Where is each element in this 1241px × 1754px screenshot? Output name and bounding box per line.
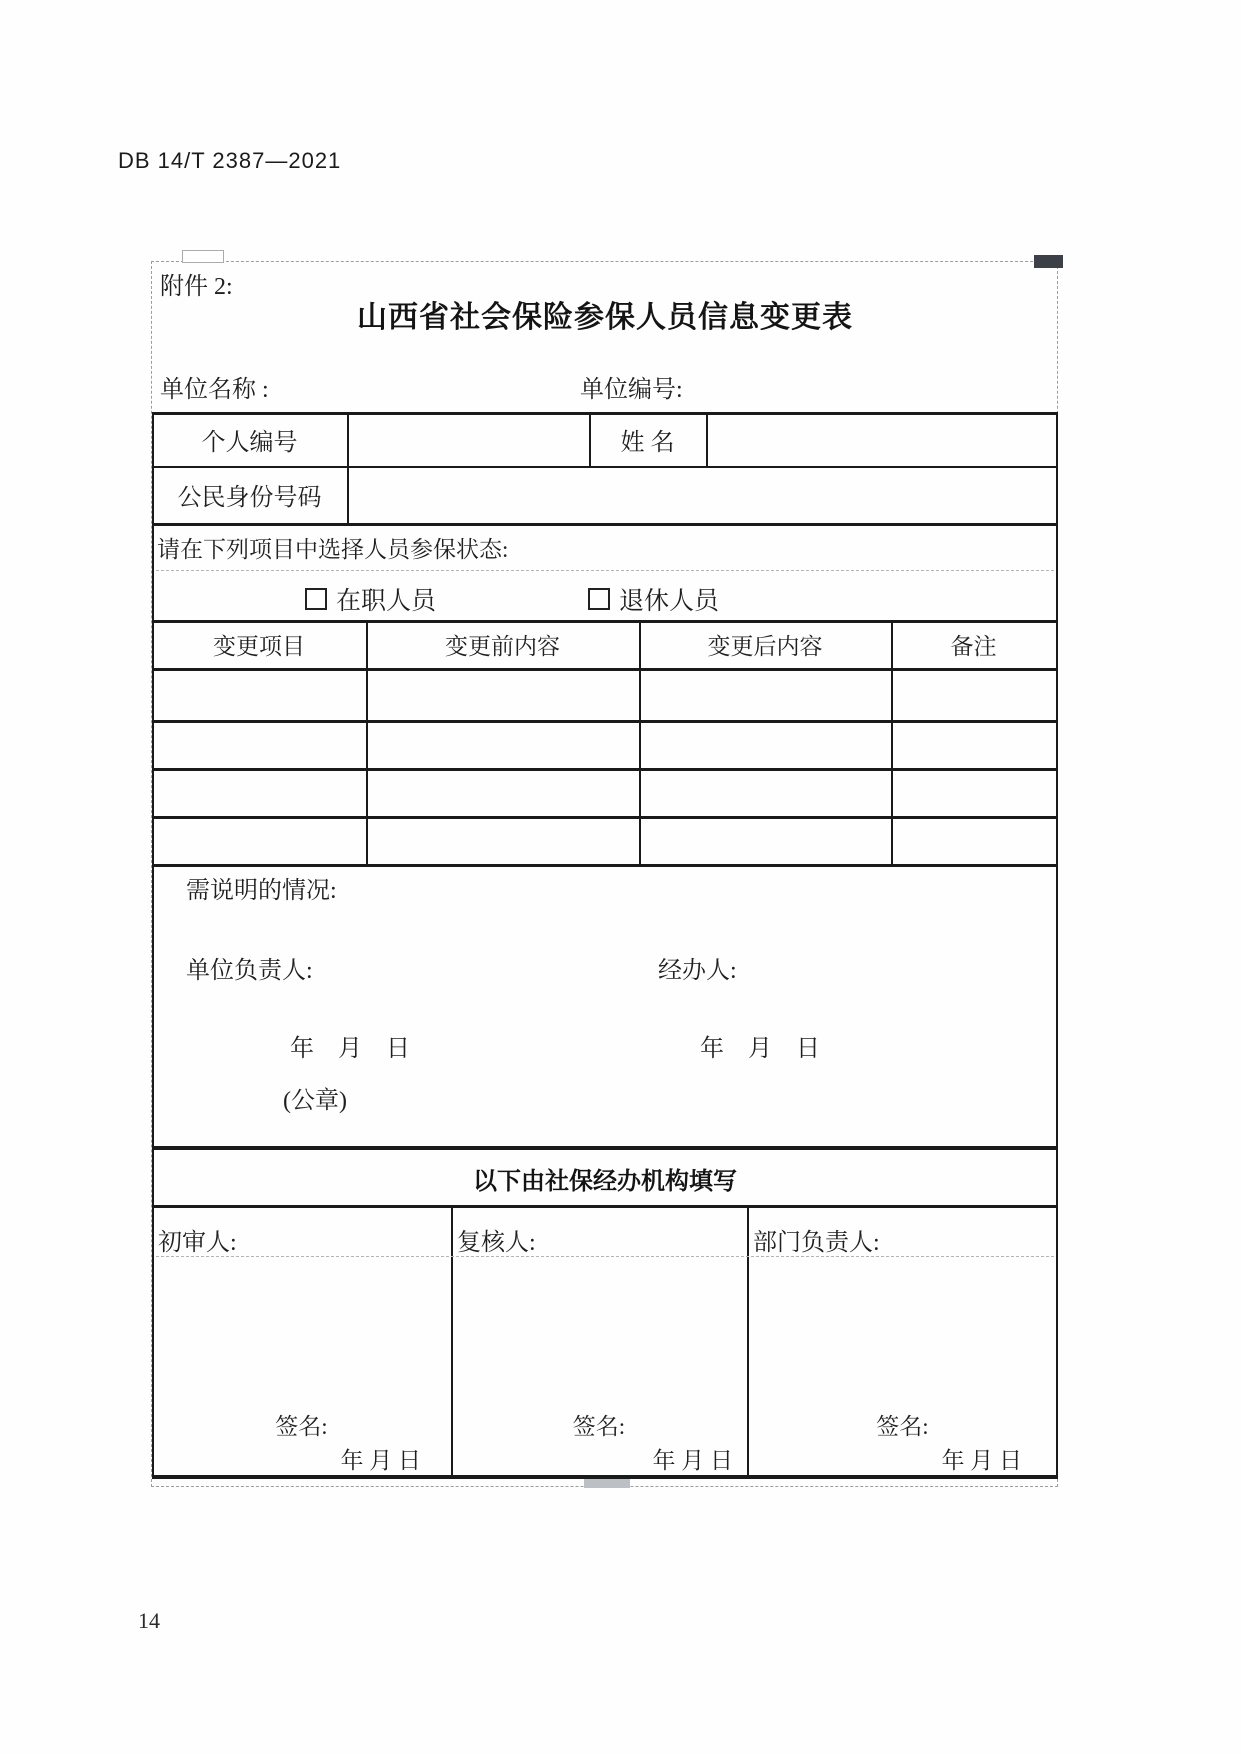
table-border-line: [589, 412, 591, 468]
change-table-cell[interactable]: [369, 672, 636, 716]
active-employee-checkbox[interactable]: [305, 588, 327, 610]
table-border-line: [152, 523, 1058, 526]
re-checker-label: 复核人:: [457, 1230, 536, 1256]
change-table-cell[interactable]: [155, 820, 363, 860]
change-table-header-item: 变更项目: [213, 633, 305, 659]
form-title: 山西省社会保险参保人员信息变更表: [357, 301, 853, 334]
document-code: DB 14/T 2387—2021: [118, 148, 342, 173]
change-table-cell[interactable]: [155, 724, 363, 764]
re-checker-date-label: 年 月 日: [652, 1448, 733, 1473]
unit-head-date-label: 年 月 日: [290, 1036, 410, 1062]
table-border-line: [152, 620, 1058, 623]
table-border-line: [152, 668, 1058, 671]
dotted-separator-line: [156, 1256, 1054, 1257]
table-border-line: [451, 1205, 453, 1479]
change-table-cell[interactable]: [155, 772, 363, 812]
table-border-line: [747, 1205, 749, 1479]
table-border-line: [152, 1146, 1058, 1150]
unit-number-label: 单位编号:: [580, 377, 683, 403]
handler-label: 经办人:: [658, 958, 737, 984]
remarks-label: 需说明的情况:: [186, 878, 337, 904]
first-reviewer-signature-label: 签名:: [275, 1414, 328, 1439]
change-table-cell[interactable]: [894, 772, 1053, 812]
department-head-signature-label: 签名:: [876, 1414, 929, 1439]
table-border-line: [366, 620, 368, 866]
change-table-cell[interactable]: [369, 820, 636, 860]
change-table-cell[interactable]: [369, 724, 636, 764]
table-border-line: [152, 768, 1058, 771]
name-field[interactable]: [710, 414, 1054, 464]
change-table-cell[interactable]: [642, 724, 888, 764]
first-reviewer-date-label: 年 月 日: [340, 1448, 421, 1473]
change-table-cell[interactable]: [369, 772, 636, 812]
table-border-line: [152, 412, 154, 1479]
textbox-handle-bottom: [584, 1479, 630, 1488]
table-border-line: [639, 620, 641, 866]
checkbox-item-active-employee: [305, 581, 436, 617]
attachment-label: 附件 2:: [160, 274, 233, 300]
table-border-line: [152, 864, 1058, 867]
change-table-header-note: 备注: [950, 633, 997, 659]
first-reviewer-label: 初审人:: [158, 1230, 237, 1256]
active-employee-label: 在职人员: [336, 588, 437, 615]
personal-number-label: 个人编号: [201, 429, 298, 456]
table-border-line: [706, 412, 708, 468]
table-border-line: [347, 412, 349, 525]
personal-number-field[interactable]: [351, 414, 587, 464]
department-head-date-label: 年 月 日: [941, 1448, 1022, 1473]
change-table-cell[interactable]: [894, 724, 1053, 764]
change-table-cell[interactable]: [155, 672, 363, 716]
page-number: 14: [138, 1608, 160, 1633]
agency-section-title: 以下由社保经办机构填写: [473, 1168, 737, 1195]
citizen-id-field[interactable]: [351, 468, 1054, 521]
handler-date-label: 年 月 日: [700, 1036, 820, 1062]
citizen-id-label: 公民身份号码: [177, 485, 322, 511]
status-prompt: 请在下列项目中选择人员参保状态:: [157, 537, 509, 562]
department-head-label: 部门负责人:: [753, 1230, 880, 1256]
textbox-handle-top-left: [182, 250, 224, 263]
dotted-separator-line: [156, 570, 1054, 571]
official-seal-label: (公章): [283, 1088, 347, 1114]
checkbox-item-retired-employee: [588, 581, 719, 617]
table-border-line: [891, 620, 893, 866]
change-table-cell[interactable]: [642, 772, 888, 812]
unit-name-label: 单位名称 :: [160, 377, 269, 403]
table-border-line: [152, 412, 1058, 415]
retired-employee-checkbox[interactable]: [588, 588, 610, 610]
textbox-handle-top-right: [1034, 255, 1063, 268]
table-border-line: [152, 720, 1058, 723]
change-table-cell[interactable]: [894, 820, 1053, 860]
name-label: 姓 名: [620, 429, 675, 456]
change-table-cell[interactable]: [642, 672, 888, 716]
retired-employee-label: 退休人员: [619, 588, 720, 615]
change-table-cell[interactable]: [642, 820, 888, 860]
change-table-cell[interactable]: [894, 672, 1053, 716]
change-table-header-before: 变更前内容: [445, 633, 560, 659]
change-table-header-after: 变更后内容: [707, 633, 823, 659]
table-border-line: [152, 1475, 1058, 1479]
unit-head-label: 单位负责人:: [186, 958, 313, 984]
table-border-line: [1056, 412, 1058, 1479]
table-border-line: [152, 1205, 1058, 1208]
table-border-line: [152, 816, 1058, 819]
re-checker-signature-label: 签名:: [572, 1414, 626, 1439]
table-border-line: [152, 466, 1058, 468]
